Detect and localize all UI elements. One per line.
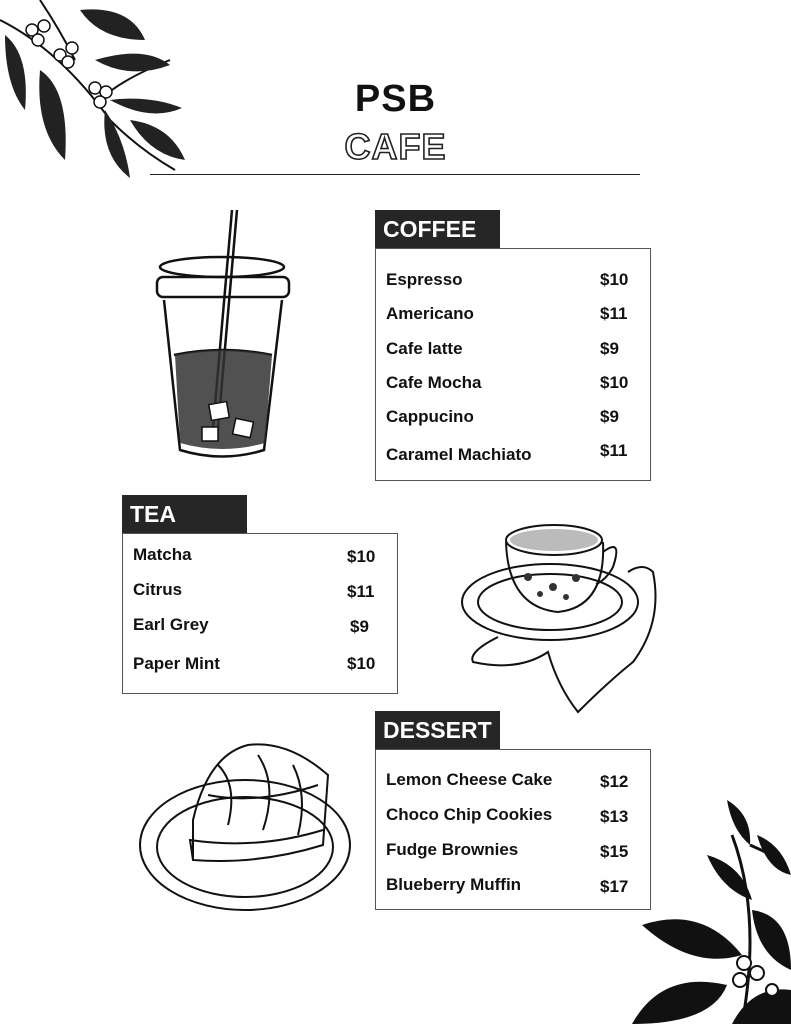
brand-subtitle: CAFE [344, 126, 447, 167]
tea-section-label: TEA [122, 495, 247, 533]
dessert-section-label: DESSERT [375, 711, 500, 749]
brand-title: PSB [354, 78, 437, 120]
item-name: Blueberry Muffin [386, 875, 522, 894]
item-price: $13 [600, 807, 629, 826]
item-name: Cafe latte [386, 339, 463, 358]
item-name: Espresso [386, 270, 463, 289]
item-name: Cappucino [386, 407, 474, 426]
item-price: $11 [600, 304, 628, 323]
list-item [386, 770, 640, 792]
item-price: $10 [347, 654, 376, 673]
list-item [386, 407, 640, 429]
dessert-menu-box [375, 749, 651, 910]
list-item [386, 441, 640, 467]
item-price: $10 [600, 270, 629, 289]
item-price: $11 [600, 441, 628, 460]
item-price: $17 [600, 877, 629, 896]
item-name: Choco Chip Cookies [386, 805, 553, 824]
list-item [133, 654, 387, 676]
item-price: $9 [600, 407, 619, 426]
list-item [386, 339, 640, 361]
item-name: Matcha [133, 545, 192, 564]
teacup-saucer-icon [458, 512, 668, 717]
iced-coffee-cup-icon [150, 205, 300, 465]
item-name: Americano [386, 304, 474, 323]
list-item [133, 545, 387, 567]
tea-menu-box [122, 533, 398, 694]
item-price: $15 [600, 842, 629, 861]
item-price: $9 [350, 617, 369, 636]
list-item [386, 840, 640, 862]
list-item [386, 373, 640, 395]
coffee-section-label: COFFEE [375, 210, 500, 248]
list-item [386, 875, 640, 897]
list-item [133, 580, 387, 602]
item-price: $9 [600, 339, 619, 358]
list-item [133, 615, 387, 637]
item-name: Citrus [133, 580, 183, 599]
item-name: Fudge Brownies [386, 840, 519, 859]
pie-slice-plate-icon [138, 735, 353, 913]
header-divider [150, 174, 640, 175]
item-name: Paper Mint [133, 654, 220, 673]
list-item [386, 270, 640, 292]
item-price: $11 [347, 582, 375, 601]
item-price: $10 [347, 547, 376, 566]
item-name: Lemon Cheese Cake [386, 770, 553, 789]
item-price: $12 [600, 772, 629, 791]
coffee-menu-box [375, 248, 651, 481]
item-name: Cafe Mocha [386, 373, 482, 392]
coffee-leaves-icon [632, 795, 791, 1024]
item-name: Caramel Machiato [386, 445, 532, 464]
item-price: $10 [600, 373, 629, 392]
list-item [386, 805, 640, 827]
item-name: Earl Grey [133, 615, 209, 634]
list-item [386, 304, 640, 326]
